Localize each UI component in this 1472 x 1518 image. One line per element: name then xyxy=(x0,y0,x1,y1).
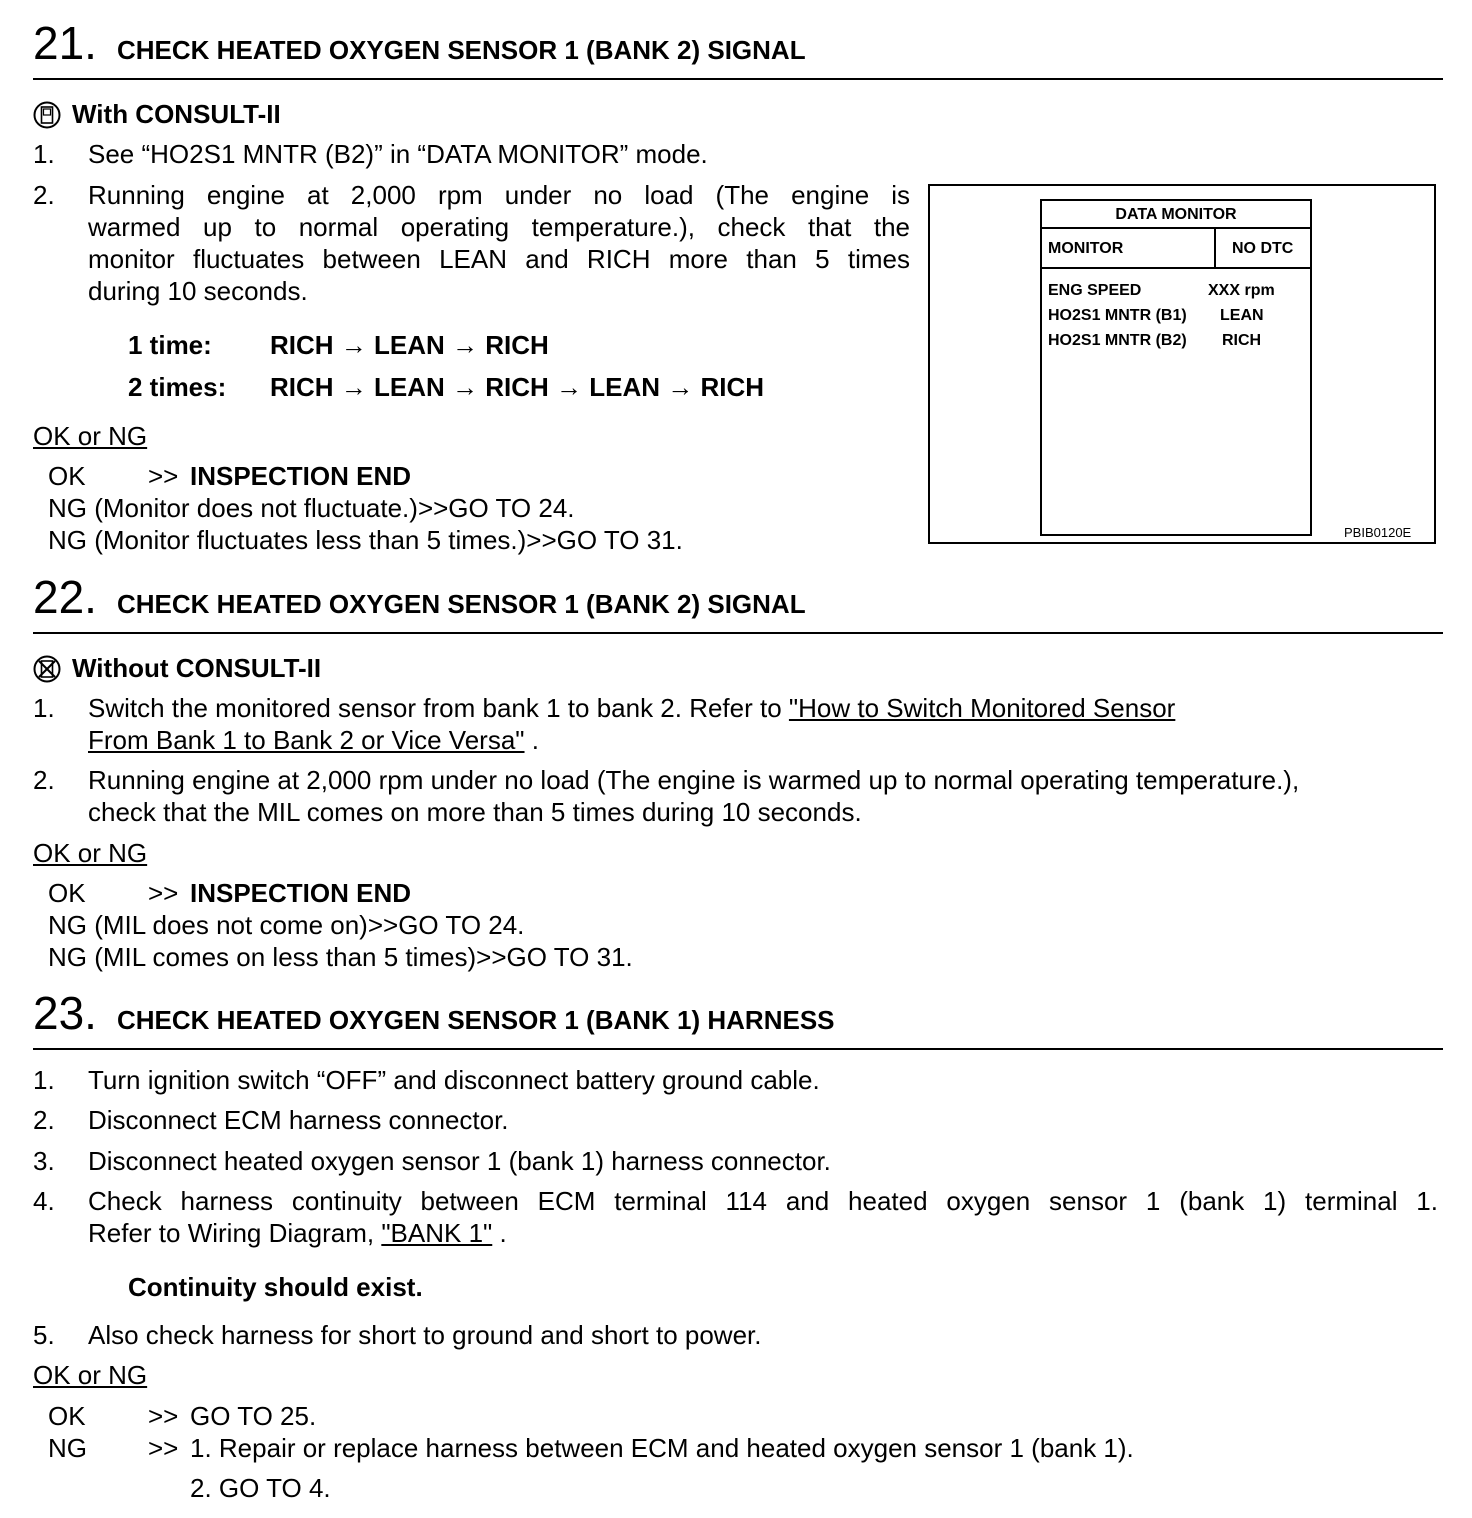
ng-result: NG (MIL does not come on)>>GO TO 24. xyxy=(48,910,525,940)
step-number: 4. xyxy=(33,1186,55,1216)
section-23-divider xyxy=(33,1048,1443,1050)
step-text xyxy=(88,692,1175,724)
ng-label: NG xyxy=(48,1433,87,1463)
section-21-divider xyxy=(33,78,1443,80)
column-divider xyxy=(1214,229,1216,267)
step-text: Disconnect ECM harness connector. xyxy=(88,1105,509,1135)
example-value: RICH → LEAN → RICH xyxy=(270,330,549,360)
ok-or-ng-label: OK or NG xyxy=(33,838,148,868)
step-text: Turn ignition switch “OFF” and disconnect battery ground cable. xyxy=(88,1065,820,1095)
step-text-line: monitor fluctuates between LEAN and RICH more than 5 times xyxy=(88,244,910,274)
example-label: 1 time: xyxy=(128,330,212,360)
ok-action: GO TO 25. xyxy=(190,1401,317,1431)
step-text: Disconnect heated oxygen sensor 1 (bank 1) harness connector. xyxy=(88,1146,831,1176)
step-text-line: Running engine at 2,000 rpm under no load (The engine is xyxy=(88,180,910,210)
step-number: 1. xyxy=(33,139,55,169)
step-text: Also check harness for short to ground and short to power. xyxy=(88,1320,762,1350)
monitor-row-value: LEAN xyxy=(1220,307,1264,324)
ok-label: OK xyxy=(48,1401,86,1431)
ok-arrow: >> xyxy=(148,878,179,908)
ok-arrow: >> xyxy=(148,1401,179,1431)
step-text-line: during 10 seconds. xyxy=(88,276,308,306)
monitor-row-label: ENG SPEED xyxy=(1048,282,1142,299)
consult-tool-icon xyxy=(33,101,61,129)
section-21-mode: With CONSULT-II xyxy=(72,99,281,129)
monitor-col-left: MONITOR xyxy=(1048,240,1124,257)
section-23-title: CHECK HEATED OXYGEN SENSOR 1 (BANK 1) HARNESS xyxy=(117,1005,835,1035)
step-number: 2. xyxy=(33,765,55,795)
section-22-title: CHECK HEATED OXYGEN SENSOR 1 (BANK 2) SIGNAL xyxy=(117,589,806,619)
step-text-line: check that the MIL comes on more than 5 times during 10 seconds. xyxy=(88,797,862,827)
ng-arrow: >> xyxy=(148,1433,179,1463)
step-number: 2. xyxy=(33,180,55,210)
monitor-screen xyxy=(1040,199,1312,536)
reference-link[interactable]: "BANK 1" xyxy=(381,1218,493,1248)
monitor-row-value: RICH xyxy=(1222,332,1262,349)
monitor-row-label: HO2S1 MNTR (B1) xyxy=(1048,307,1187,324)
section-22-mode: Without CONSULT-II xyxy=(72,653,322,683)
data-monitor-figure xyxy=(928,184,1436,544)
step-text-line: warmed up to normal operating temperature.), check that the xyxy=(88,212,910,242)
step-text xyxy=(88,724,539,756)
monitor-row-value: XXX rpm xyxy=(1208,282,1275,299)
section-23-number: 23. xyxy=(33,987,97,1039)
step-number: 1. xyxy=(33,1065,55,1095)
section-21-number: 21. xyxy=(33,17,97,69)
step-text-part: . xyxy=(492,1218,507,1248)
monitor-row-label: HO2S1 MNTR (B2) xyxy=(1048,332,1187,349)
section-22-divider xyxy=(33,632,1443,634)
no-consult-tool-icon xyxy=(33,655,61,683)
ng-action: 2. GO TO 4. xyxy=(190,1473,331,1503)
monitor-col-right: NO DTC xyxy=(1232,240,1294,257)
figure-code: PBIB0120E xyxy=(1344,525,1412,540)
section-22-number: 22. xyxy=(33,571,97,623)
step-number: 3. xyxy=(33,1146,55,1176)
step-number: 5. xyxy=(33,1320,55,1350)
ok-or-ng-label: OK or NG xyxy=(33,1360,148,1390)
section-21-title: CHECK HEATED OXYGEN SENSOR 1 (BANK 2) SIGNAL xyxy=(117,35,806,65)
monitor-header: DATA MONITOR xyxy=(1042,201,1310,229)
monitor-column-row xyxy=(1042,229,1310,269)
step-text-part: Refer to Wiring Diagram, xyxy=(88,1218,382,1248)
step-number: 2. xyxy=(33,1105,55,1135)
step-text-part: . xyxy=(524,725,539,755)
reference-link[interactable]: From Bank 1 to Bank 2 or Vice Versa" xyxy=(88,725,525,755)
specification-note: Continuity should exist. xyxy=(128,1272,423,1302)
ng-result: NG (MIL comes on less than 5 times)>>GO TO 31. xyxy=(48,942,633,972)
step-text: See “HO2S1 MNTR (B2)” in “DATA MONITOR” mode. xyxy=(88,139,708,169)
ok-label: OK xyxy=(48,461,86,491)
step-text-part: Switch the monitored sensor from bank 1 to bank 2. Refer to xyxy=(88,693,789,723)
reference-link[interactable]: "How to Switch Monitored Sensor xyxy=(788,693,1176,723)
ok-arrow: >> xyxy=(148,461,179,491)
ok-action: INSPECTION END xyxy=(190,878,412,908)
step-text-line: Running engine at 2,000 rpm under no load (The engine is warmed up to normal operating temperature.), xyxy=(88,765,1300,795)
step-text: Check harness continuity between ECM terminal 114 and heated oxygen sensor 1 (bank 1) terminal 1. xyxy=(88,1186,1438,1216)
example-label: 2 times: xyxy=(128,372,227,402)
example-value: RICH → LEAN → RICH → LEAN → RICH xyxy=(270,372,764,402)
ok-action: INSPECTION END xyxy=(190,461,412,491)
ok-label: OK xyxy=(48,878,86,908)
ng-result: NG (Monitor fluctuates less than 5 times.)>>GO TO 31. xyxy=(48,525,683,555)
ng-action: 1. Repair or replace harness between ECM and heated oxygen sensor 1 (bank 1). xyxy=(190,1433,1134,1463)
ng-result: NG (Monitor does not fluctuate.)>>GO TO 24. xyxy=(48,493,575,523)
step-number: 1. xyxy=(33,693,55,723)
ok-or-ng-label: OK or NG xyxy=(33,421,148,451)
step-text xyxy=(88,1217,507,1249)
